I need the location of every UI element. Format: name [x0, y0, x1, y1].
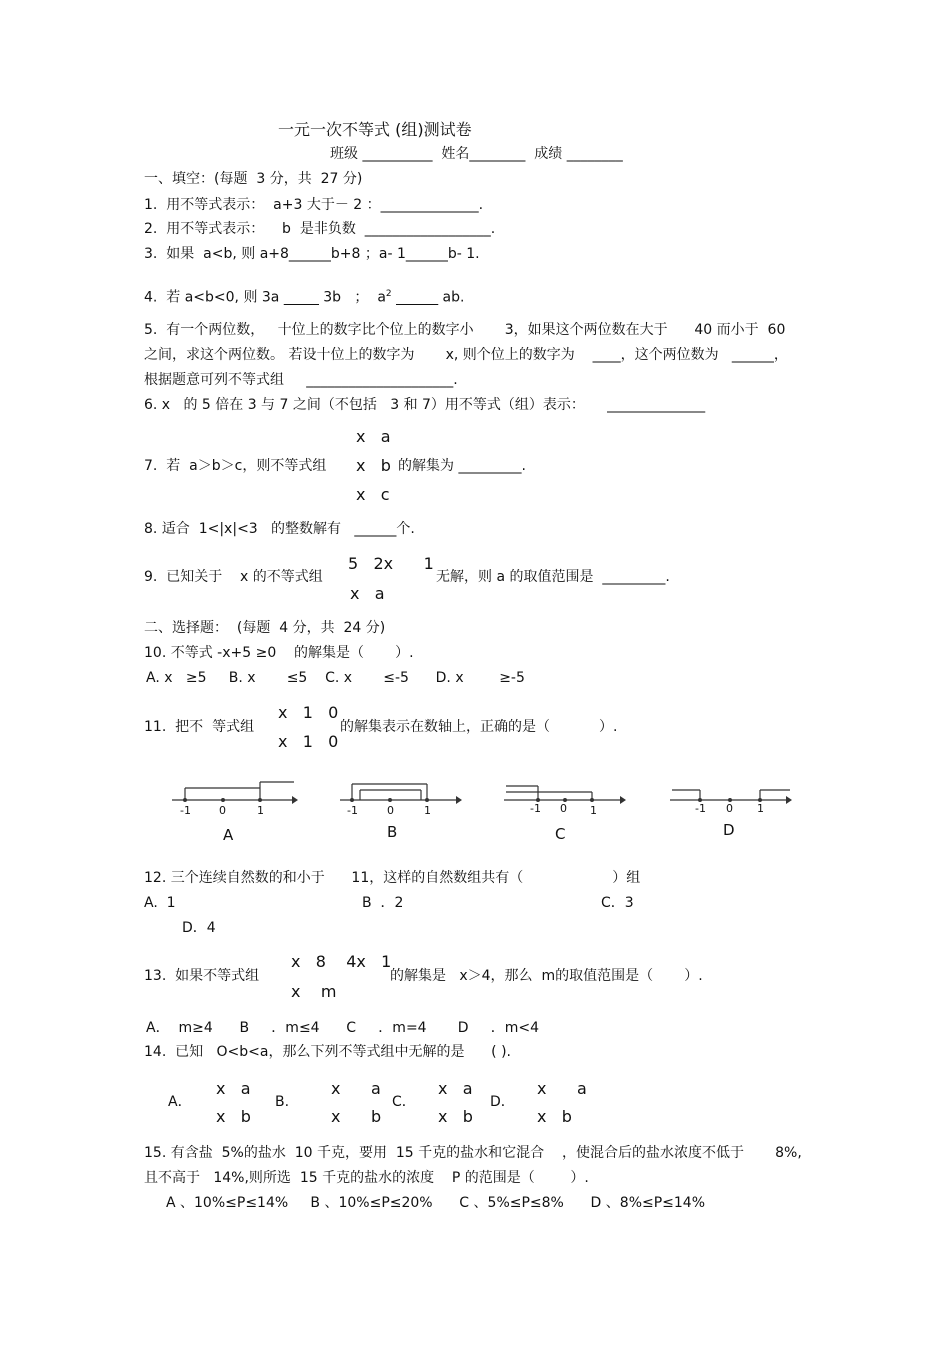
option-label-c: C [555, 825, 566, 843]
question-6: 6. x 的 5 倍在 3 与 7 之间（不包括 3 和 7）用不等式（组）表示： ______________ [144, 397, 706, 413]
tick-label-1: 1 [424, 804, 431, 817]
question-9: 9. 已知关于 x 的不等式组 [144, 569, 323, 585]
question-3: 3. 如果 a<b, 则 a+8______b+8 ；a- 1______b- 1. [144, 246, 480, 262]
question-4-exponent: 2 [385, 289, 392, 299]
question-7-system-row-1: x a [356, 427, 391, 446]
tick-label-0: 0 [560, 802, 567, 815]
question-4 [144, 285, 464, 307]
question-12-option-c: C．3 [601, 895, 634, 911]
number-line-c [504, 778, 634, 818]
section2-heading: 二、选择题： (每题 4 分，共 24 分) [144, 620, 386, 636]
question-11-system-row-2: x 1 0 [278, 732, 339, 751]
question-14-option-c-row-1: x a [438, 1079, 473, 1098]
question-7-system-row-2: x b [356, 456, 391, 475]
question-1: 1. 用不等式表示： a+3 大于－ 2 ：______________. [144, 197, 484, 213]
tick-label-minus-1: -1 [695, 802, 706, 815]
question-12-option-d: D．4 [182, 920, 216, 936]
tick-label-minus-1: -1 [347, 804, 358, 817]
question-9-system-row-2: x a [350, 584, 385, 603]
tick-label-minus-1: -1 [180, 804, 191, 817]
tick-label-0: 0 [387, 804, 394, 817]
question-13: 13. 如果不等式组 [144, 968, 260, 984]
question-14-option-d: D． [490, 1094, 515, 1110]
question-12-option-a: A. 1 [144, 895, 176, 911]
question-9-system-row-1: 5 2x 1 [348, 554, 434, 573]
question-13-options: A． m≥4 B ．m≤4 C ．m=4 D ．m<4 [146, 1020, 540, 1036]
tick-label-0: 0 [219, 804, 226, 817]
tick-label-minus-1: -1 [530, 802, 541, 815]
option-label-d: D [723, 821, 735, 839]
number-line-d [670, 778, 800, 818]
question-12: 12. 三个连续自然数的和小于 11，这样的自然数组共有（ ）组 [144, 870, 641, 886]
question-7: 7. 若 a＞b＞c，则不等式组 [144, 458, 327, 474]
question-11-tail: 的解集表示在数轴上，正确的是（ ）. [340, 719, 618, 735]
option-label-b: B [387, 823, 398, 841]
question-10-options: A. x ≥5 B. x ≤5 C. x ≤-5 D. x ≥-5 [146, 670, 525, 686]
header-fields: 班级 __________ 姓名________ 成绩 ________ [330, 146, 623, 162]
question-14-option-a-row-1: x a [216, 1079, 251, 1098]
question-2: 2. 用不等式表示： b 是非负数 __________________. [144, 221, 496, 237]
question-14-option-a: A． [168, 1094, 192, 1110]
question-4-text: 4. 若 a<b<0, 则 3a _____ 3b ； a [144, 289, 386, 306]
question-11: 11. 把不 等式组 [144, 719, 255, 735]
question-14: 14. 已知 O<b<a，那么下列不等式组中无解的是 ( ). [144, 1044, 511, 1060]
question-5-line-2: 之间，求这个两位数。 若设十位上的数字为 x, 则个位上的数字为 ____，这个两位数为 ______， [144, 347, 788, 363]
question-14-option-d-row-2: x b [537, 1107, 572, 1126]
tick-label-0: 0 [726, 802, 733, 815]
question-14-option-b: B. [275, 1094, 290, 1110]
section1-heading: 一、填空：(每题 3 分，共 27 分) [144, 171, 363, 187]
question-10: 10. 不等式 -x+5 ≥0 的解集是（ ）. [144, 645, 414, 661]
question-13-system-row-2: x m [291, 982, 337, 1001]
question-5-line-1: 5. 有一个两位数， 十位上的数字比个位上的数字小 3，如果这个两位数在大于 40 而小于 60 [144, 322, 786, 338]
question-8: 8. 适合 1<|x|<3 的整数解有 ______个. [144, 521, 415, 537]
question-15-line-1: 15. 有含盐 5%的盐水 10 千克，要用 15 千克的盐水和它混合 ，使混合后的盐水浓度不低于 8%, [144, 1145, 802, 1161]
question-15-options: A 、10%≤P≤14% B 、10%≤P≤20% C 、5%≤P≤8% D 、8%≤P≤14% [166, 1195, 706, 1211]
question-11-system-row-1: x 1 0 [278, 703, 339, 722]
question-14-option-a-row-2: x b [216, 1107, 251, 1126]
tick-label-1: 1 [590, 804, 597, 817]
question-7-system-row-3: x c [356, 485, 390, 504]
question-14-option-b-row-1: x a [331, 1079, 381, 1098]
question-13-system-row-1: x 8 4x 1 [291, 952, 392, 971]
question-9-tail: 无解，则 a 的取值范围是 _________. [436, 569, 670, 585]
question-14-option-c: C． [392, 1094, 416, 1110]
question-12-option-b: B ．2 [362, 895, 404, 911]
question-14-option-d-row-1: x a [537, 1079, 587, 1098]
option-label-a: A [223, 826, 234, 844]
question-7-tail: 的解集为 _________. [398, 458, 526, 474]
tick-label-1: 1 [257, 804, 264, 817]
question-15-line-2: 且不高于 14%,则所选 15 千克的盐水的浓度 P 的范围是（ ）. [144, 1170, 589, 1186]
tick-label-1: 1 [757, 802, 764, 815]
question-13-tail: 的解集是 x＞4，那么 m的取值范围是（ ）. [390, 968, 703, 984]
question-4-end: ______ ab. [396, 289, 465, 306]
question-14-option-c-row-2: x b [438, 1107, 473, 1126]
question-5-line-3: 根据题意可列不等式组 _____________________. [144, 372, 458, 388]
page-title: 一元一次不等式 (组)测试卷 [278, 120, 472, 139]
question-14-option-b-row-2: x b [331, 1107, 382, 1126]
